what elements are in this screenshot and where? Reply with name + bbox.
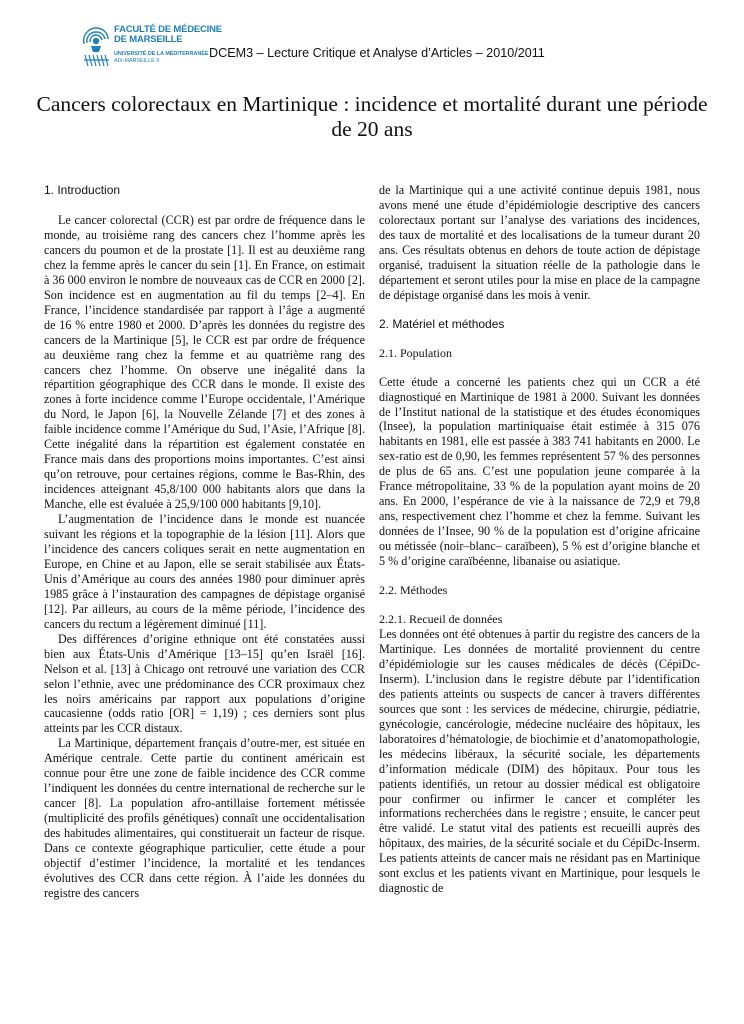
body-paragraph: Cette étude a concerné les patients chez qui un CCR a été diagnostiqué en Martinique de 1981 à 2000. Suivant les données de l’Institut national de la statistique et des études économiques (Insee), la population martiniquaise était estimée à 315 076 habitants en 1981, elle est passée à 383 741 habitants en 2000. Le sex-ratio est de 0,90, les femmes représentent 57 % des personnes de plus de 65 ans. C’est une population jeune comparée à la France métropolitaine, 33 % de la population ayant moins de 20 ans. En 2000, l’espérance de vie à la naissance de 72,9 et 79,8 ans, respectivement chez l’homme et chez la femme. Suivant les données de l’Insee, 90 % de la population est d’origine africaine ou métissée (noir–blanc– caraïbeen), 5 % est d’origine blanche et 5 % d’origine caraïbéenne, libanaise ou asiatique. <box>379 374 700 569</box>
subsection-heading-population: 2.1. Population <box>379 345 453 360</box>
right-column <box>379 183 700 896</box>
course-title: DCEM3 – Lecture Critique et Analyse d’Articles – 2010/2011 <box>209 46 545 60</box>
body-paragraph: La Martinique, département français d’outre-mer, est située en Amérique centrale. Cette partie du continent américain est connue pour être une zone de faible incidence des CCR comme l’indiquent les données du centre international de recherche sur le cancer [8]. La population afro-antillaise fortement métissée (multiplicité des profils génétiques) connaît une occidentalisation des habitudes alimentaires, qui constituerait un facteur de risque. Dans ce contexte géographique particulier, cette étude a pour objectif d’estimer l’incidence, la mortalité et les tendances évolutives des CCR dans cette région. À l’aide les données du registre des cancers <box>44 736 365 900</box>
body-paragraph: Les données ont été obtenues à partir du registre des cancers de la Martinique. Les données de mortalité proviennent du centre d’épidémiologie sur les causes médicales de décès (CépiDc-Inserm). L’inclusion dans le registre débute par l’identification des patients atteints ou suspects de cancer à travers différentes sources que sont : les services de médecine, chirurgie, pédiatrie, gynécologie, cancérologie, médecine nucléaire des hôpitaux, les laboratoires d’hématologie, de biochimie et d’anatomopathologie, les médecins libéraux, la sécurité sociale, les départements d’information médicale (DIM) des hôpitaux. Pour tous les patients identifiés, un retour au dossier médical est obligatoire pour confirmer ou infirmer le cancer et compléter les informations recherchées dans le registre ; ensuite, le cancer peut être validé. Le statut vital des patients est recueilli auprès des hôpitaux, des mairies, de la sécurité sociale et du CépiDc-Inserm. Les patients atteints de cancer mais ne résidant pas en Martinique sont exclus et les patients vivant en Martinique, pour lesquels le diagnostic de <box>379 627 700 896</box>
section-heading-methods: 2. Matériel et méthodes <box>379 316 505 331</box>
body-paragraph: Le cancer colorectal (CCR) est par ordre de fréquence dans le monde, au troisième rang des cancers chez l’homme après les cancers du poumon et de la prostate [1]. Il est au deuxième rang chez la femme après le cancer du sein [1]. En France, on estimait à 36 000 environ le nombre de nouveaux cas de CCR en 2000 [2]. Son incidence est en augmentation au fil du temps [2–4]. En France, l’incidence standardisée par rapport à l’âge a augmenté de 16 % entre 1980 et 2000. D’après les données du registre des cancers de la Martinique [5], le CCR est par ordre de fréquence au deuxième rang chez la femme et au quatrième rang des cancers chez l’homme. On observe une inégalité dans la répartition géographique des CCR dans le monde. Il existe des zones à forte incidence comme l’Europe occidentale, l’Amérique du Nord, le Japon [6], la Nouvelle Zélande [7] et des zones à faible incidence comme l’Amérique du Sud, l’Asie, l’Afrique [8]. Cette inégalité dans la répartition est également constatée en France mais dans des proportions moins importantes. C’est ainsi qu’on retrouve, pour certaines régions, comme le Bas-Rhin, des incidences atteignant 45,8/100 000 habitants alors que dans la Manche, elle est évaluée à 25,9/100 000 habitants [9,10]. <box>44 213 365 512</box>
faculty-logo <box>78 22 222 72</box>
logo-university-sub: AIX-MARSEILLE II <box>114 58 160 64</box>
body-paragraph: Des différences d’origine ethnique ont été constatées aussi bien aux États-Unis d’Amérique [13–15] qu’en Israël [16]. Nelson et al. [13] à Chicago ont retrouvé une variation des CCR selon l’ethnie, avec une prédominance des CCR proximaux chez les noirs américains par rapport aux populations d’origine caucasienne (odds ratio [OR] = 1,19) ; ces derniers sont plus atteints par les CCR distaux. <box>44 631 365 736</box>
article-title: Cancers colorectaux en Martinique : incidence et mortalité durant une période de 20 ans <box>36 92 708 141</box>
page-header <box>78 22 678 72</box>
logo-university-name: UNIVERSITÉ DE LA MÉDITERRANÉE <box>114 51 209 57</box>
section-heading-introduction: 1. Introduction <box>44 183 121 197</box>
left-column <box>44 183 365 901</box>
body-paragraph: de la Martinique qui a une activité continue depuis 1981, nous avons mené une étude d’épidémiologie descriptive des cancers colorectaux portant sur l’analyse des variations des incidences, des taux de mortalité et des localisations de la tumeur durant 20 ans. Ces résultats obtenus en dehors de toute action de dépistage organisé, traduisent la situation réelle de la pathologie dans le département et seront utiles pour la mise en place de la campagne de dépistage organisé dans les mois à venir. <box>379 183 700 302</box>
logo-faculty-name: FACULTÉ DE MÉDECINE <box>114 24 222 35</box>
logo-city-name: DE MARSEILLE <box>114 34 183 45</box>
subsection-heading-data-collection: 2.2.1. Recueil de données <box>379 612 503 627</box>
logo-text <box>114 25 222 64</box>
subsection-heading-methods: 2.2. Méthodes <box>379 583 448 598</box>
faculty-emblem-icon <box>78 22 114 70</box>
body-paragraph: L’augmentation de l’incidence dans le monde est nuancée suivant les régions et la topographie de la lésion [11]. Alors que l’incidence des cancers coliques serait en nette augmentation en Europe, en Chine et au Japon, elle se serait stabilisée aux États-Unis d’Amérique au cours des années 1980 pour diminuer après 1985 grâce à l’instauration des campagnes de dépistage organisé [12]. Par ailleurs, au cours de la même période, l’incidence des cancers du rectum a légèrement diminué [11]. <box>44 512 365 631</box>
